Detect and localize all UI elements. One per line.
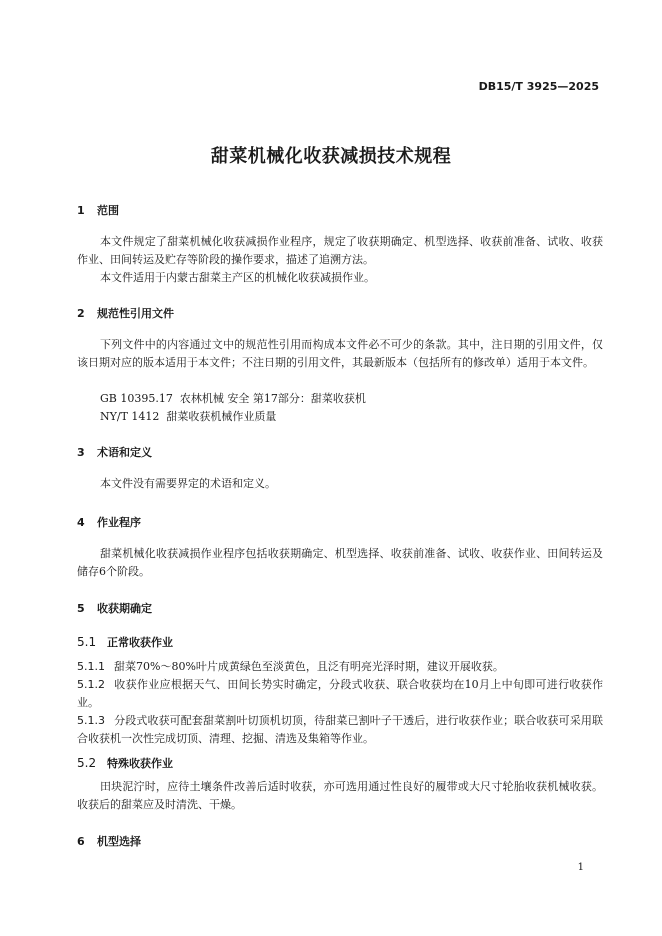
clause-5-1-2 — [77, 676, 603, 712]
section-number: 6 — [77, 835, 85, 848]
section-number: 1 — [77, 204, 85, 217]
clause-number: 5.1.2 — [77, 678, 105, 691]
section-title: 术语和定义 — [97, 446, 152, 459]
subsection-title: 特殊收获作业 — [107, 757, 173, 770]
standard-code: DB15/T 3925—2025 — [478, 80, 599, 93]
section-number: 2 — [77, 307, 85, 320]
clause-number: 5.1.1 — [77, 660, 105, 673]
section-3-heading — [77, 444, 152, 460]
clause-5-1-1 — [77, 658, 603, 676]
subsection-5-2-heading — [77, 755, 173, 771]
procedure-paragraph: 甜菜机械化收获减损作业程序包括收获期确定、机型选择、收获前准备、试收、收获作业、田间转运及储存6个阶段。 — [77, 547, 603, 578]
section-6-heading — [77, 833, 141, 849]
document-title: 甜菜机械化收获减损技术规程 — [210, 146, 452, 167]
section-number: 5 — [77, 602, 85, 615]
section-5-heading — [77, 600, 152, 616]
terms-paragraph: 本文件没有需要界定的术语和定义。 — [100, 477, 276, 490]
section-number: 4 — [77, 516, 85, 529]
clause-text: 甜菜70%～80%叶片成黄绿色至淡黄色，且泛有明亮光泽时期，建议开展收获。 — [114, 660, 504, 673]
subsection-number: 5.1 — [77, 635, 97, 649]
special-harvest-paragraph: 田块泥泞时，应待土壤条件改善后适时收获，亦可选用通过性良好的履带或大尺寸轮胎收获机械收获。收获后的甜菜应及时清洗、干燥。 — [77, 780, 603, 811]
section-title: 规范性引用文件 — [97, 307, 174, 320]
scope-paragraph: 本文件规定了甜菜机械化收获减损作业程序，规定了收获期确定、机型选择、收获前准备、试收、收获作业、田间转运及贮存等阶段的操作要求，描述了追溯方法。 — [77, 235, 603, 266]
subsection-number: 5.2 — [77, 756, 97, 770]
section-title: 机型选择 — [97, 835, 141, 848]
clause-number: 5.1.3 — [77, 714, 105, 727]
section-4-heading — [77, 514, 141, 530]
normative-references-paragraph: 下列文件中的内容通过文中的规范性引用而构成本文件必不可少的条款。其中，注日期的引用文件，仅该日期对应的版本适用于本文件；不注日期的引用文件，其最新版本（包括所有的修改单）适用于本文件。 — [77, 338, 603, 369]
section-title: 范围 — [97, 204, 119, 217]
section-number: 3 — [77, 446, 85, 459]
applicability-paragraph: 本文件适用于内蒙古甜菜主产区的机械化收获减损作业。 — [100, 271, 375, 284]
subsection-title: 正常收获作业 — [107, 636, 173, 649]
section-title: 作业程序 — [97, 516, 141, 529]
clause-text: 分段式收获可配套甜菜割叶切顶机切顶，待甜菜已割叶子干透后，进行收获作业；联合收获可采用联合收获机一次性完成切顶、清理、挖掘、清选及集箱等作业。 — [77, 714, 603, 745]
section-2-heading — [77, 305, 174, 321]
page-number: 1 — [577, 862, 584, 873]
clause-5-1-3 — [77, 712, 603, 748]
section-title: 收获期确定 — [97, 602, 152, 615]
subsection-5-1-heading — [77, 634, 173, 650]
clause-text: 收获作业应根据天气、田间长势实时确定，分段式收获、联合收获均在10月上中旬即可进行收获作业。 — [77, 678, 603, 709]
reference-item: NY/T 1412 甜菜收获机械作业质量 — [100, 410, 277, 423]
reference-item: GB 10395.17 农林机械 安全 第17部分：甜菜收获机 — [100, 392, 366, 405]
section-1-heading — [77, 202, 119, 218]
